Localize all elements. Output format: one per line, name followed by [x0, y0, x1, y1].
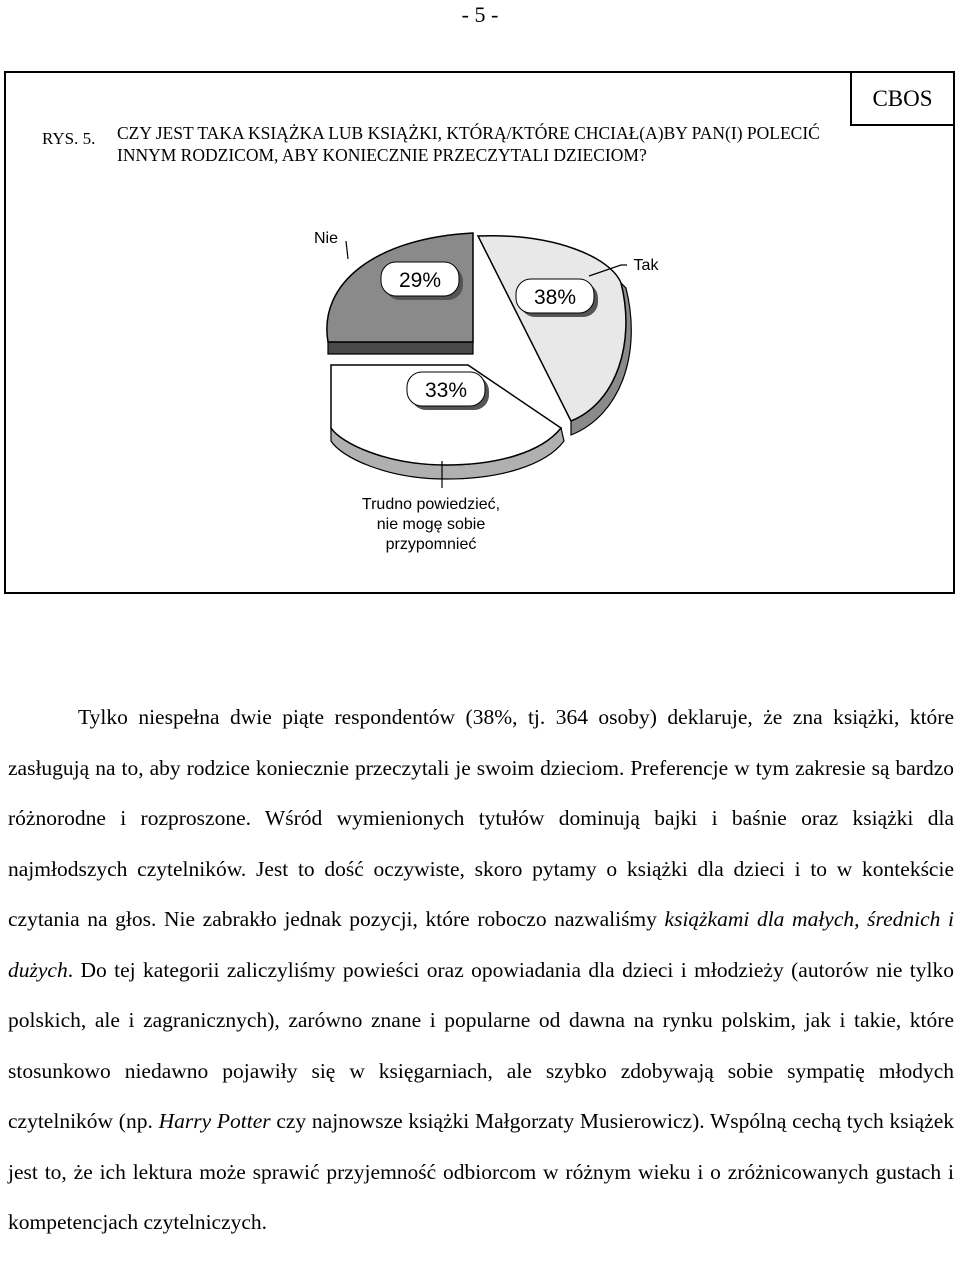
value-label-tak: 38% [533, 286, 577, 309]
source-label: CBOS [850, 71, 955, 126]
category-label-trudno-line2: nie mogę sobie [376, 516, 486, 533]
category-label-nie: Nie [313, 230, 339, 247]
figure-number: RYS. 5. [42, 129, 96, 148]
body-paragraph [8, 692, 954, 1248]
value-label-trudno: 33% [424, 379, 468, 402]
figure-frame [4, 71, 955, 594]
value-label-nie: 29% [398, 269, 442, 292]
pie-chart [6, 73, 953, 592]
category-label-trudno-line1: Trudno powiedzieć, [361, 496, 501, 513]
paragraph-italic-1: książkami dla małych, średnich i dużych [8, 907, 954, 982]
page-number: - 5 - [461, 2, 499, 27]
category-label-trudno-line3: przypomnieć [385, 536, 477, 553]
category-label-tak: Tak [633, 257, 659, 274]
paragraph-italic-2: Harry Potter [158, 1109, 271, 1133]
paragraph-text-2: . Do tej kategorii zaliczyliśmy powieści oraz opowiadania dla dzieci i młodzieży (autorów nie tylko polskich, ale i zagranicznych), zarówno znane i popularne od dawna na rynku polskim, jak i takie, które stosunkowo niedawno pojawiły się w księgarniach, ale szybko zdobywają sobie sympatię młodych czytelników (np. [8, 957, 954, 1133]
pie-slice-nie-side [328, 342, 473, 354]
paragraph-text-3: czy najnowsze książki Małgorzaty Musierowicz). Wspólną cechą tych książek jest to, że ich lektura może sprawić przyjemność odbiorcom w różnym wieku i o zróżnicowanych gustach i kompetencjach czytelniczych. [8, 1109, 954, 1234]
figure-title: CZY JEST TAKA KSIĄŻKA LUB KSIĄŻKI, KTÓRĄ/KTÓRE CHCIAŁ(A)BY PAN(I) POLECIĆ INNYM RODZICOM, ABY KONIECZNIE PRZECZYTALI DZIECIOM? [117, 123, 820, 165]
leader-line-nie [346, 241, 348, 259]
paragraph-text-1: Tylko niespełna dwie piąte respondentów (38%, tj. 364 osoby) deklaruje, że zna książki, które zasługują na to, aby rodzice koniecznie przeczytali je swoim dzieciom. Preferencje w tym zakresie są bardzo różnorodne i rozproszone. Wśród wymienionych tytułów dominują bajki i baśnie oraz książki dla najmłodszych czytelników. Jest to dość oczywiste, skoro pytamy o książki dla dzieci i to w kontekście czytania na głos. Nie zabrakło jednak pozycji, które roboczo nazwaliśmy [8, 705, 954, 931]
